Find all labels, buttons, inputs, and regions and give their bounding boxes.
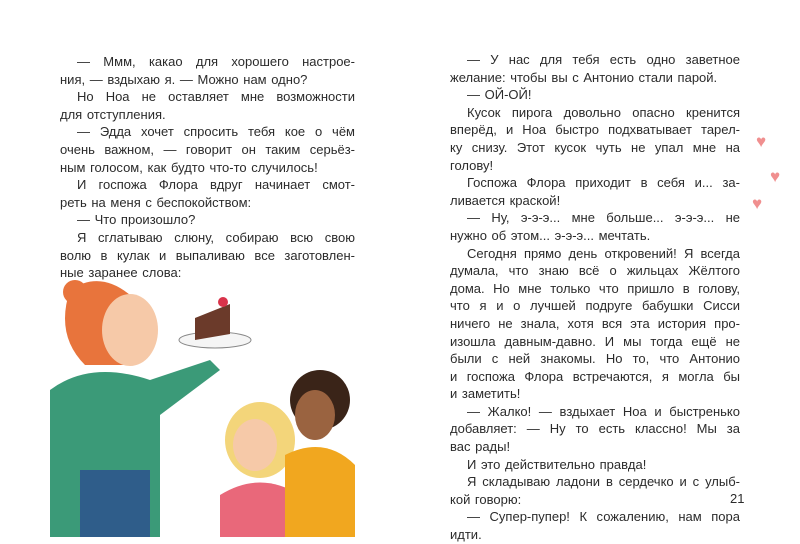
text-line: и заметить! [450,386,521,402]
right-page-text [450,51,740,544]
text-line: — Ну, э-э-э... мне больше... э-э-э... не [467,210,740,226]
text-line: желание: чтобы вы с Антонио стали парой. [450,69,718,85]
text-line: добавляет: — Ну то есть классно! Мы за [450,421,740,437]
text-line: — Что произошло? [77,212,196,228]
text-line: Я сглатываю слюну, собираю всю свою [77,229,355,245]
text-line: были с ней знакомы. Но то, что Антонио [450,351,740,367]
text-line: Кусок пирога довольно опасно кренится [467,104,740,120]
text-line: идти. [450,527,482,543]
text-line: И госпожа Флора вдруг начинает смот- [77,177,355,193]
text-line: и госпожа Флора встречаются, я могла бы [450,368,740,384]
text-line: Я складываю ладони в сердечко и с улыб- [467,474,740,490]
text-line: — Ммм, какао для хорошего настрое- [77,54,355,69]
text-line: ку снизу. Этот кусок чуть не упал мне на [450,139,740,155]
heart-icon: ♥ [752,194,763,213]
text-line: для отступления. [60,106,166,122]
text-line: дома. Но мне только что пришло в голову, [450,280,740,296]
text-line: изошла давным-давно. И мы тогда ещё не [450,333,740,349]
text-line: волю в кулак и выпаливаю все заготовлен- [60,247,355,263]
text-line: — Супер-пупер! К сожалению, нам пора [467,509,740,525]
text-line: думала, что знаю всё о жильцах Жёлтого [450,263,740,279]
text-line: вас рады! [450,439,511,455]
text-line: — У нас для тебя есть одно заветное [467,52,740,67]
illustration-flora-cake-children [30,280,370,537]
text-line: Но Ноа не оставляет мне возможности [77,89,355,105]
text-line: — Эдда хочет спросить тебя кое о чём [77,124,355,140]
heart-icon: ♥ [756,132,767,151]
text-line: ным голосом, как будто что-то случилось! [60,159,318,175]
heart-icon: ♥ [770,167,781,186]
text-line: ные заранее слова: [60,265,182,281]
text-line: очень важном, — говорит он таким серьёз- [60,141,355,157]
page-number: 21 [730,491,745,506]
text-line: — ОЙ-ОЙ! [467,87,532,103]
text-line: нужно об этом... э-э-э... мечтать. [450,227,651,243]
text-line: ливается краской! [450,192,561,208]
text-line: ния, — вздыхаю я. — Можно нам одно? [60,71,308,87]
text-line: вперёд, и Ноа быстро подхватывает тарел- [450,122,740,138]
text-line: Госпожа Флора приходит в себя и... за- [467,175,740,191]
text-line: реть на меня с беспокойством: [60,194,252,210]
text-line: И это действительно правда! [467,456,647,472]
text-line: ничего не знала, хотя вся эта история про- [450,315,740,331]
text-line: голову! [450,157,494,173]
text-line: Сегодня прямо день откровений! Я всегда [467,245,740,261]
text-line: кой говорю: [450,491,522,507]
left-page-text [60,53,355,282]
text-line: что я и о лучшей подруге бабушки Сисси [450,298,740,314]
text-line: — Жалко! — вздыхает Ноа и быстренько [467,403,740,419]
